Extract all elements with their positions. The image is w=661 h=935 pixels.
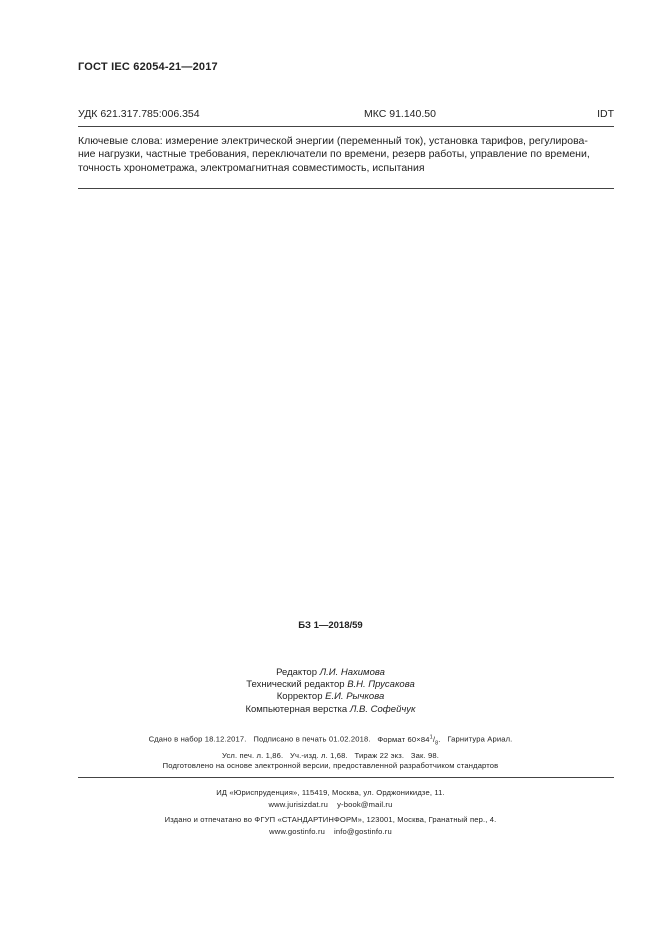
font-face: Гарнитура Ариал. (447, 734, 513, 744)
prepared-note: Подготовлено на основе электронной версии, предоставленной разработчиком стандартов (162, 761, 499, 770)
top-divider (78, 126, 614, 127)
keywords-divider (78, 188, 614, 189)
standard-number: ГОСТ IEC 62054-21—2017 (78, 61, 218, 73)
bz-number: БЗ 1—2018/59 (298, 620, 363, 631)
keywords-line: ние нагрузки, частные требования, переключатели по времени, резерв работы, управление по времени, (78, 148, 590, 161)
bottom-divider (78, 777, 614, 778)
edition-sheets: Уч.-изд. л. 1,68. (290, 750, 348, 760)
print-info (0, 731, 661, 762)
typeset-date: Сдано в набор 18.12.2017. (148, 734, 247, 744)
printer-email[interactable]: info@gostinfo.ru (334, 827, 392, 837)
publisher-block (0, 787, 661, 812)
publisher-address: ИД «Юриспруденция», 115419, Москва, ул. Орджоникидзе, 11. (216, 788, 445, 797)
udk-code: УДК 621.317.785:006.354 (78, 108, 200, 120)
corrector-name: Е.И. Рычкова (325, 691, 385, 703)
layout-label: Компьютерная верстка (245, 703, 348, 715)
idt-mark: IDT (597, 108, 614, 120)
signed-date: Подписано в печать 01.02.2018. (253, 734, 371, 744)
printer-contacts (0, 826, 661, 838)
layout-name: Л.В. Софейчук (349, 703, 416, 715)
publisher-site[interactable]: www.jurisizdat.ru (268, 800, 329, 810)
tech-editor-line (0, 679, 661, 691)
editor-line (0, 667, 661, 679)
keywords-block (78, 135, 614, 175)
keywords-line: Ключевые слова: измерение электрической энергии (переменный ток), установка тарифов, регулирова- (78, 135, 588, 147)
printer-site[interactable]: www.gostinfo.ru (269, 827, 325, 837)
mks-code: МКС 91.140.50 (364, 108, 436, 120)
print-line-1 (0, 731, 661, 750)
circulation: Тираж 22 экз. (354, 750, 405, 760)
layout-line (0, 704, 661, 716)
corrector-line (0, 691, 661, 703)
publisher-contacts (0, 799, 661, 811)
format: Формат $60\times 84^1/_8$. (377, 734, 441, 747)
tech-editor-name: В.Н. Прусакова (347, 679, 415, 691)
order-number: Зак. 98. (410, 750, 439, 760)
printer-address: Издано и отпечатано во ФГУП «СТАНДАРТИНФОРМ», 123001, Москва, Гранатный пер., 4. (164, 815, 497, 824)
print-sheets: Усл. печ. л. 1,86. (221, 750, 284, 760)
printer-block (0, 814, 661, 839)
editor-name: Л.И. Нахимова (319, 667, 385, 678)
corrector-label: Корректор (276, 691, 323, 703)
keywords-line: точность хронометража, электромагнитная совместимость, испытания (78, 161, 425, 174)
editor-label: Редактор (276, 667, 318, 678)
tech-editor-label: Технический редактор (246, 679, 345, 691)
credits-block (0, 667, 661, 716)
publisher-email[interactable]: y-book@mail.ru (337, 800, 393, 810)
